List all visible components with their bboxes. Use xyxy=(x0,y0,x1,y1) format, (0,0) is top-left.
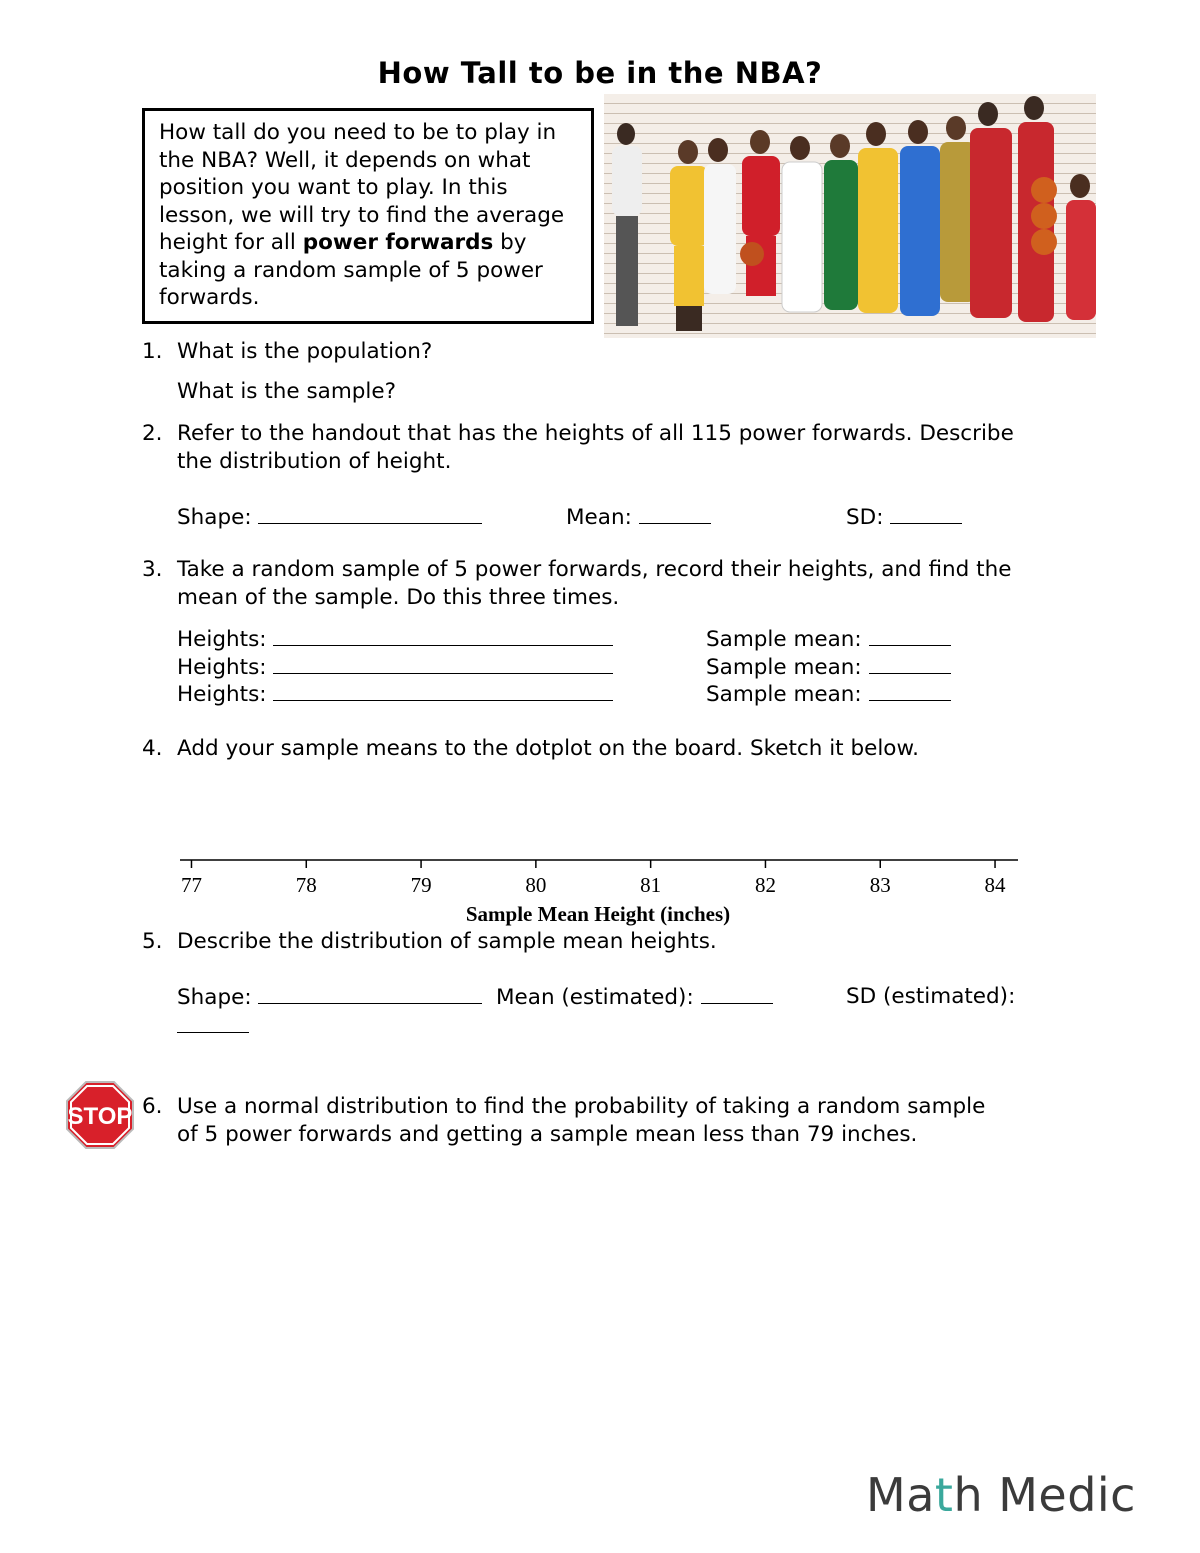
axis-tick-label: 79 xyxy=(410,873,432,897)
intro-bold: power forwards xyxy=(302,230,494,255)
q1-number: 1. xyxy=(142,339,163,364)
q2-mean-label: Mean: xyxy=(566,505,632,530)
logo-text-a: Ma xyxy=(866,1468,935,1522)
q4-number: 4. xyxy=(142,736,163,761)
dotplot-axis[interactable] xyxy=(170,848,1030,932)
q3-heights-label: Heights: xyxy=(177,627,267,652)
q3-heights-blank-2[interactable] xyxy=(273,653,613,674)
axis-tick-label: 83 xyxy=(869,873,891,897)
axis-tick-label: 82 xyxy=(754,873,776,897)
q3-text: Take a random sample of 5 power forwards, record their heights, and find the mean of the sample. Do this three times. xyxy=(177,557,1012,610)
axis-tick-label: 77 xyxy=(180,873,202,897)
axis-tick-label: 80 xyxy=(525,873,547,897)
logo-text-t: t xyxy=(934,1468,954,1522)
q3-sample-mean-label: Sample mean: xyxy=(706,682,862,707)
q3-sample-mean-label: Sample mean: xyxy=(706,627,862,652)
q5-mean-blank[interactable] xyxy=(701,983,773,1004)
q2-number: 2. xyxy=(142,421,163,446)
q6-number: 6. xyxy=(142,1094,163,1119)
intro-text: How tall do you need to be to play in the NBA? Well, it depends on what position you want to play. In this lesson, we will try to find the average height for all xyxy=(159,120,565,255)
intro-box xyxy=(142,108,594,324)
q3-number: 3. xyxy=(142,557,163,582)
q2-shape-blank[interactable] xyxy=(258,503,482,524)
q3-heights-blank-3[interactable] xyxy=(273,680,613,701)
q3-heights-blank-1[interactable] xyxy=(273,625,613,646)
q6-text: Use a normal distribution to find the probability of taking a random sample of 5 power forwards and getting a sample mean less than 79 inches. xyxy=(177,1094,986,1147)
q1-text-sample: What is the sample? xyxy=(177,379,397,404)
q2-mean-blank[interactable] xyxy=(639,503,711,524)
x-axis-label: Sample Mean Height (inches) xyxy=(465,902,731,926)
page-title: How Tall to be in the NBA? xyxy=(377,56,823,90)
q3-sample-mean-blank-3[interactable] xyxy=(869,680,951,701)
q5-shape-label: Shape: xyxy=(177,985,252,1010)
intro-text-end: by taking a random sample of 5 power forwards. xyxy=(159,230,543,310)
q3-sample-mean-blank-1[interactable] xyxy=(869,625,951,646)
q5-number: 5. xyxy=(142,929,163,954)
q3-sample-mean-label: Sample mean: xyxy=(706,655,862,680)
axis-tick-label: 81 xyxy=(640,873,662,897)
q3-heights-label: Heights: xyxy=(177,682,267,707)
q2-text: Refer to the handout that has the heights of all 115 power forwards. Describe the distribution of height. xyxy=(177,421,1014,474)
stop-label: STOP xyxy=(67,1103,133,1130)
q3-heights-label: Heights: xyxy=(177,655,267,680)
axis-tick-label: 78 xyxy=(295,873,317,897)
q2-shape-label: Shape: xyxy=(177,505,252,530)
q2-sd-blank[interactable] xyxy=(890,503,962,524)
q3-sample-mean-blank-2[interactable] xyxy=(869,653,951,674)
logo-text-b: h Medic xyxy=(953,1468,1136,1522)
q5-sd-blank[interactable] xyxy=(177,1012,249,1033)
q5-shape-blank[interactable] xyxy=(258,983,482,1004)
q5-mean-label: Mean (estimated): xyxy=(496,985,694,1010)
math-medic-logo xyxy=(866,1468,1136,1522)
q5-text: Describe the distribution of sample mean heights. xyxy=(177,929,717,954)
q1-text: What is the population? xyxy=(177,339,433,364)
q2-sd-label: SD: xyxy=(846,505,884,530)
q5-sd-label: SD (estimated): xyxy=(846,984,1016,1009)
nba-players-height-lineup-icon xyxy=(604,94,1096,338)
q4-text: Add your sample means to the dotplot on the board. Sketch it below. xyxy=(177,736,919,761)
axis-tick-label: 84 xyxy=(984,873,1006,897)
